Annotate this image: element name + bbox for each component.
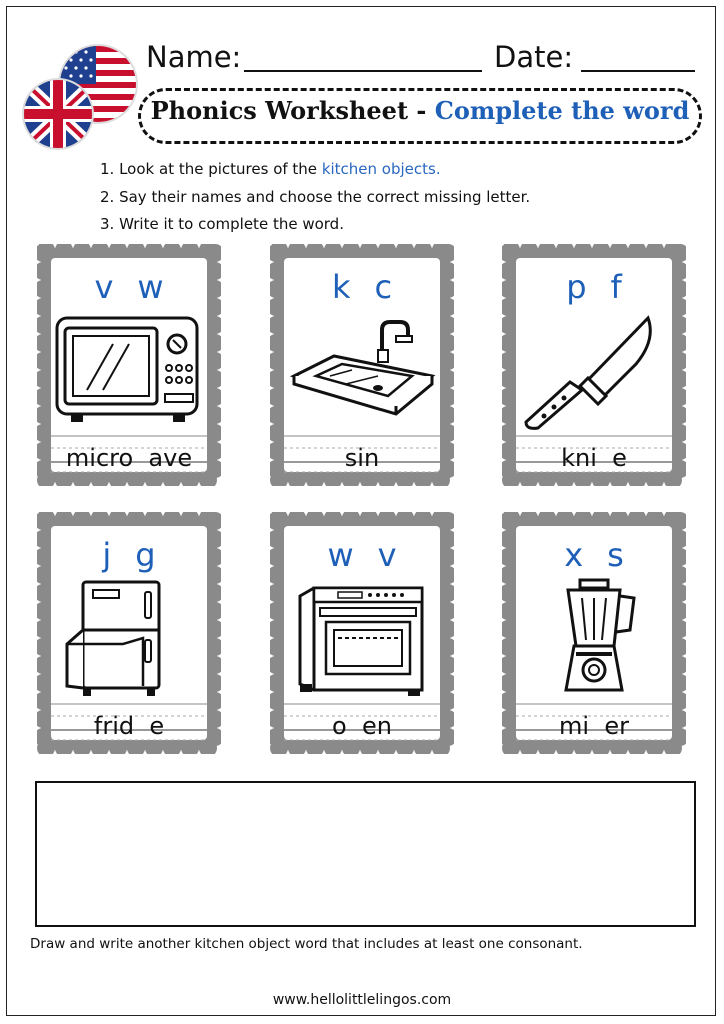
word-card [270, 512, 454, 754]
incomplete-word[interactable]: mi er [559, 712, 629, 740]
instruction-1: 1. Look at the pictures of the kitchen objects. [100, 160, 441, 178]
letter-option[interactable]: v [94, 268, 114, 306]
incomplete-word[interactable]: o en [332, 712, 392, 740]
letter-choices [502, 536, 686, 574]
word-card [502, 512, 686, 754]
sink-icon [286, 310, 438, 430]
letter-choices [270, 268, 454, 306]
date-field[interactable] [581, 70, 695, 72]
blender-icon [518, 578, 670, 698]
word-card [270, 244, 454, 486]
instruction-3: 3. Write it to complete the word. [100, 215, 344, 233]
date-label: Date: [494, 40, 574, 74]
letter-option[interactable]: v [377, 536, 397, 574]
instruction-2: 2. Say their names and choose the correct missing letter. [100, 188, 531, 206]
letter-choices [502, 268, 686, 306]
letter-option[interactable]: w [327, 536, 354, 574]
highlight-kitchen-objects: kitchen objects. [321, 160, 441, 178]
letter-option[interactable]: f [610, 268, 622, 306]
footer-url: www.hellolittlelingos.com [272, 992, 452, 1008]
letter-option[interactable]: s [607, 536, 624, 574]
title-part-1: Phonics Worksheet - [150, 96, 435, 125]
letter-option[interactable]: x [564, 536, 584, 574]
name-label: Name: [146, 40, 242, 74]
letter-option[interactable]: p [566, 268, 587, 306]
letter-choices [37, 268, 221, 306]
letter-option[interactable]: w [137, 268, 164, 306]
knife-icon [518, 310, 670, 430]
letter-option[interactable]: g [135, 536, 156, 574]
incomplete-word[interactable]: sin [344, 444, 380, 472]
incomplete-word[interactable]: micro ave [65, 444, 193, 472]
drawing-caption: Draw and write another kitchen object word that includes at least one consonant. [30, 936, 583, 952]
letter-option[interactable]: k [331, 268, 351, 306]
worksheet-title [144, 96, 696, 125]
fridge-icon [53, 578, 205, 698]
flags-logo-icon [16, 40, 138, 152]
letter-option[interactable]: c [374, 268, 393, 306]
incomplete-word[interactable]: frid e [93, 712, 165, 740]
word-card [502, 244, 686, 486]
word-card [37, 512, 221, 754]
letter-choices [37, 536, 221, 574]
letter-option[interactable]: j [102, 536, 112, 574]
letter-choices [270, 536, 454, 574]
oven-icon [286, 578, 438, 698]
title-part-2: Complete the word [434, 96, 690, 125]
word-card [37, 244, 221, 486]
incomplete-word[interactable]: kni e [561, 444, 627, 472]
microwave-icon [53, 310, 205, 430]
name-field[interactable] [244, 70, 482, 72]
drawing-area[interactable] [35, 781, 696, 927]
